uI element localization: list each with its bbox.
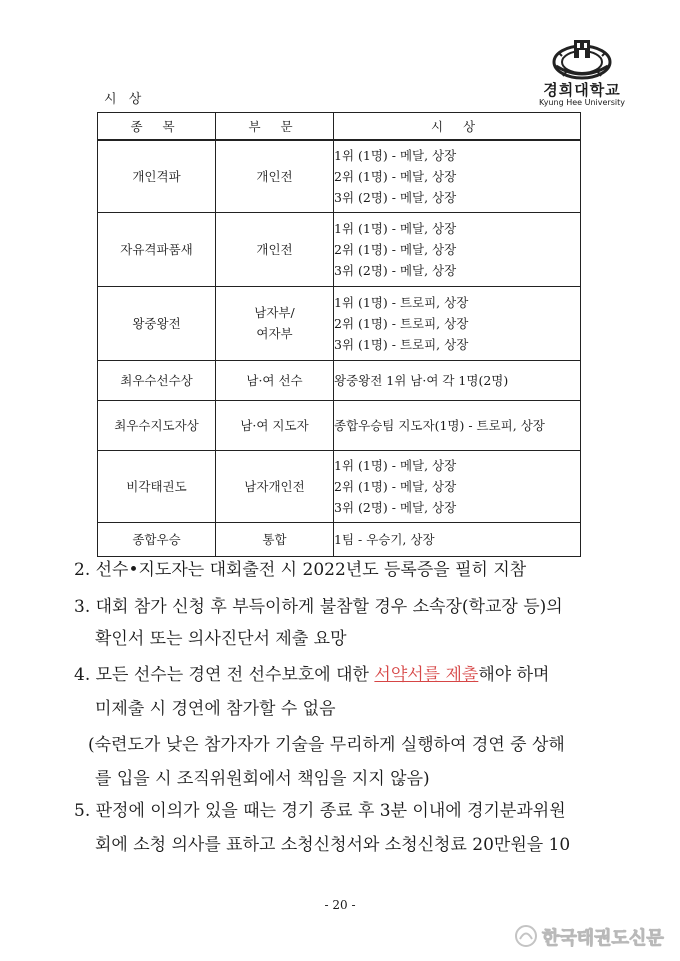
award-line: 1팀 - 우승기, 상장 [334, 531, 435, 547]
category-cell: 자유격파품새 [98, 212, 216, 286]
note-3-line-1: 3. 대회 참가 신청 후 부득이하게 불참할 경우 소속장(학교장 등)의 [74, 597, 563, 617]
logo-name-english: Kyung Hee University [539, 98, 625, 107]
awards-cell [334, 450, 581, 522]
note-3-line-2: 확인서 또는 의사진단서 제출 요망 [95, 629, 347, 649]
awards-cell [334, 360, 581, 400]
category-cell: 최우수지도자상 [98, 400, 216, 450]
note-5-line-2: 회에 소청 의사를 표하고 소청신청서와 소청신청료 20만원을 10 [95, 835, 571, 855]
category-cell: 비각태권도 [98, 450, 216, 522]
note-4-text: 4. 모든 선수는 경연 전 선수보호에 대한 [74, 665, 375, 685]
awards-cell [334, 522, 581, 556]
note-paren-line-1: (숙련도가 낮은 참가자가 기술을 무리하게 실행하여 경연 중 상해 [88, 735, 565, 755]
table-row [98, 450, 581, 522]
award-line: 1위 (1명) - 메달, 상장 [334, 457, 457, 473]
note-2: 2. 선수•지도자는 대회출전 시 2022년도 등록증을 필히 지참 [74, 560, 527, 580]
watermark-text: 한국태권도신문 [542, 928, 664, 949]
division-cell: 남자개인전 [216, 450, 334, 522]
category-cell: 최우수선수상 [98, 360, 216, 400]
section-label: 시 상 [104, 92, 146, 107]
table-row [98, 522, 581, 556]
column-header: 시 상 [334, 113, 581, 141]
note-5-line-1: 5. 판정에 이의가 있을 때는 경기 종료 후 3분 이내에 경기분과위원 [74, 801, 566, 821]
division-cell: 남·여 선수 [216, 360, 334, 400]
division-cell: 개인전 [216, 140, 334, 212]
award-line: 왕중왕전 1위 남·여 각 1명(2명) [334, 372, 509, 388]
logo-name-korean: 경희대학교 [543, 81, 621, 99]
note-4-text-end: 해야 하며 [478, 665, 550, 685]
award-line: 3위 (2명) - 메달, 상장 [334, 499, 457, 515]
page-number: - 20 - [324, 898, 356, 912]
column-header: 종 목 [98, 113, 216, 141]
column-header: 부 문 [216, 113, 334, 141]
division-line: 남자부/ [254, 305, 295, 320]
note-4-line-2: 미제출 시 경연에 참가할 수 없음 [95, 699, 336, 719]
university-emblem-icon [550, 36, 614, 82]
award-line: 1위 (1명) - 메달, 상장 [334, 147, 457, 163]
award-line: 2위 (1명) - 메달, 상장 [334, 478, 457, 494]
watermark-logo-icon [514, 924, 538, 948]
university-logo [532, 36, 632, 116]
category-cell: 왕중왕전 [98, 286, 216, 360]
note-paren-line-2: 를 입을 시 조직위원회에서 책임을 지지 않음) [95, 769, 430, 789]
table-row [98, 286, 581, 360]
award-line: 3위 (2명) - 메달, 상장 [334, 189, 457, 205]
note-4-line-1 [74, 662, 624, 688]
division-cell [216, 286, 334, 360]
watermark [514, 918, 674, 954]
award-line: 2위 (1명) - 메달, 상장 [334, 241, 457, 257]
awards-cell [334, 286, 581, 360]
award-line: 2위 (1명) - 트로피, 상장 [334, 315, 469, 331]
award-line: 2위 (1명) - 메달, 상장 [334, 168, 457, 184]
awards-cell [334, 400, 581, 450]
category-cell: 종합우승 [98, 522, 216, 556]
awards-cell [334, 140, 581, 212]
table-row [98, 400, 581, 450]
table-row [98, 360, 581, 400]
division-cell: 남·여 지도자 [216, 400, 334, 450]
table-row [98, 140, 581, 212]
pledge-highlight: 서약서를 제출 [374, 665, 479, 685]
award-line: 1위 (1명) - 메달, 상장 [334, 220, 457, 236]
division-line: 여자부 [256, 326, 293, 341]
division-cell: 개인전 [216, 212, 334, 286]
division-cell: 통합 [216, 522, 334, 556]
award-line: 1위 (1명) - 트로피, 상장 [334, 294, 469, 310]
category-cell: 개인격파 [98, 140, 216, 212]
awards-table [97, 112, 581, 557]
award-line: 3위 (1명) - 트로피, 상장 [334, 336, 469, 352]
award-line: 3위 (2명) - 메달, 상장 [334, 262, 457, 278]
table-header-row [98, 113, 581, 141]
table-row [98, 212, 581, 286]
award-line: 종합우승팀 지도자(1명) - 트로피, 상장 [334, 417, 545, 433]
awards-cell [334, 212, 581, 286]
